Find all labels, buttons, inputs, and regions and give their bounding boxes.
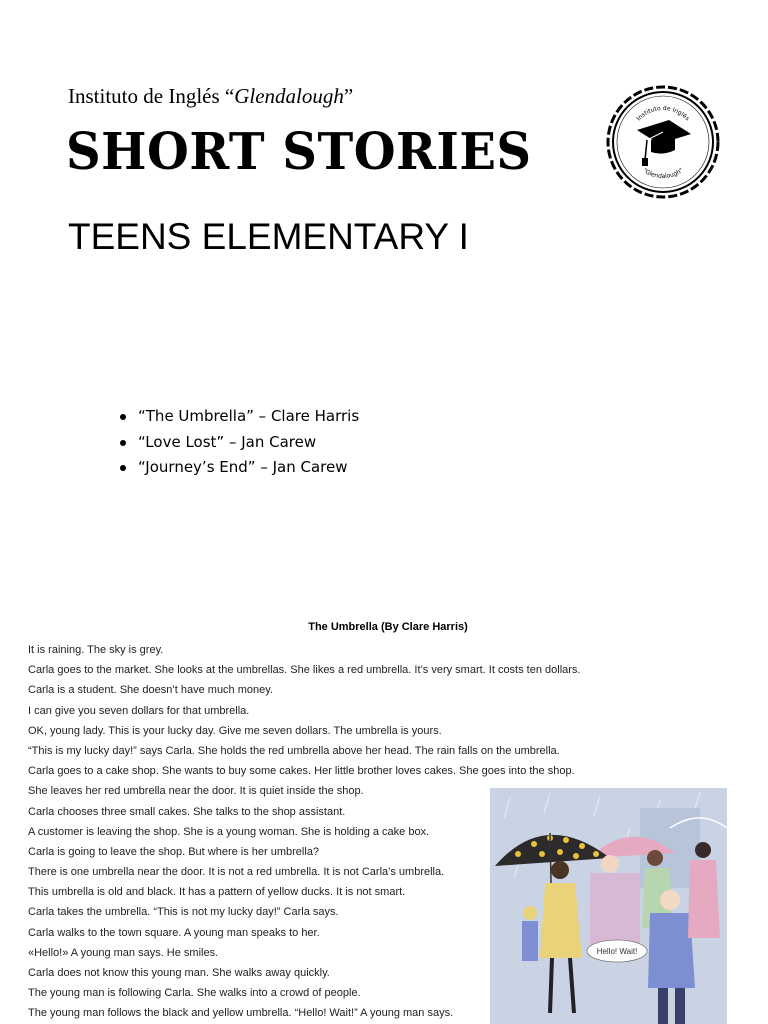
institute-seal-logo — [603, 82, 723, 202]
story-line: I can give you seven dollars for that umbrella. — [28, 704, 250, 717]
level-subtitle: TEENS ELEMENTARY I — [68, 216, 469, 257]
story-line: There is one umbrella near the door. It is not a red umbrella. It is not Carla’s umbrella. — [28, 866, 445, 879]
svg-text:Instituto de Inglés — [635, 105, 690, 122]
story-line: OK, young lady. This is your lucky day. Give me seven dollars. The umbrella is yours. — [28, 724, 442, 737]
institute-prefix: Instituto de Inglés “ — [68, 84, 235, 108]
seal-top-text: Instituto de Inglés — [635, 104, 691, 123]
story-line: Carla goes to the market. She looks at the umbrellas. She likes a red umbrella. It’s very smart. It costs ten dollars. — [28, 664, 581, 677]
graduation-cap-icon — [637, 120, 691, 166]
story-list — [118, 404, 359, 481]
story-line: «Hello!» A young man says. He smiles. — [28, 946, 219, 959]
story-line: The young man follows the black and yellow umbrella. “Hello! Wait!” A young man says. — [28, 1007, 454, 1020]
story-line: Carla chooses three small cakes. She talks to the shop assistant. — [28, 805, 346, 818]
institute-suffix: ” — [343, 84, 354, 108]
story-line: “This is my lucky day!” says Carla. She holds the red umbrella above her head. The rain falls on the umbrella. — [28, 744, 560, 757]
seal-bottom-text: "Glendalough" — [641, 167, 685, 181]
list-item: “The Umbrella” – Clare Harris — [118, 404, 359, 430]
speech-bubble-text: Hello! Wait! — [596, 947, 638, 956]
list-item: “Love Lost” – Jan Carew — [118, 430, 359, 456]
story-line: Carla does not know this young man. She walks away quickly. — [28, 967, 330, 979]
story-line: Carla goes to a cake shop. She wants to buy some cakes. Her little brother loves cakes. She goes into the shop. — [28, 765, 575, 778]
institute-italic-name: Glendalough — [234, 84, 344, 108]
story-heading — [0, 621, 768, 633]
institute-name — [68, 84, 353, 109]
story-line: Carla takes the umbrella. “This is not my lucky day!” Carla says. — [28, 906, 339, 919]
story-line: It is raining. The sky is grey. — [28, 644, 164, 656]
story-line: A customer is leaving the shop. She is a young woman. She is holding a cake box. — [28, 825, 430, 838]
story-line: Carla walks to the town square. A young man speaks to her. — [28, 926, 320, 939]
story-title: The Umbrella — [308, 621, 378, 633]
story-line: She leaves her red umbrella near the door. It is quiet inside the shop. — [28, 785, 364, 798]
list-item: “Journey’s End” – Jan Carew — [118, 455, 359, 481]
story-line: The young man is following Carla. She walks into a crowd of people. — [28, 987, 361, 1000]
story-line: This umbrella is old and black. It has a pattern of yellow ducks. It is not smart. — [28, 886, 406, 899]
story-line: Carla is going to leave the shop. But where is her umbrella? — [28, 845, 320, 858]
page-title: SHORT STORIES — [66, 122, 532, 182]
story-illustration — [490, 788, 727, 1024]
story-byline: (By Clare Harris) — [377, 621, 468, 633]
svg-text:"Glendalough" — [641, 167, 684, 180]
story-line: Carla is a student. She doesn’t have much money. — [28, 684, 273, 697]
